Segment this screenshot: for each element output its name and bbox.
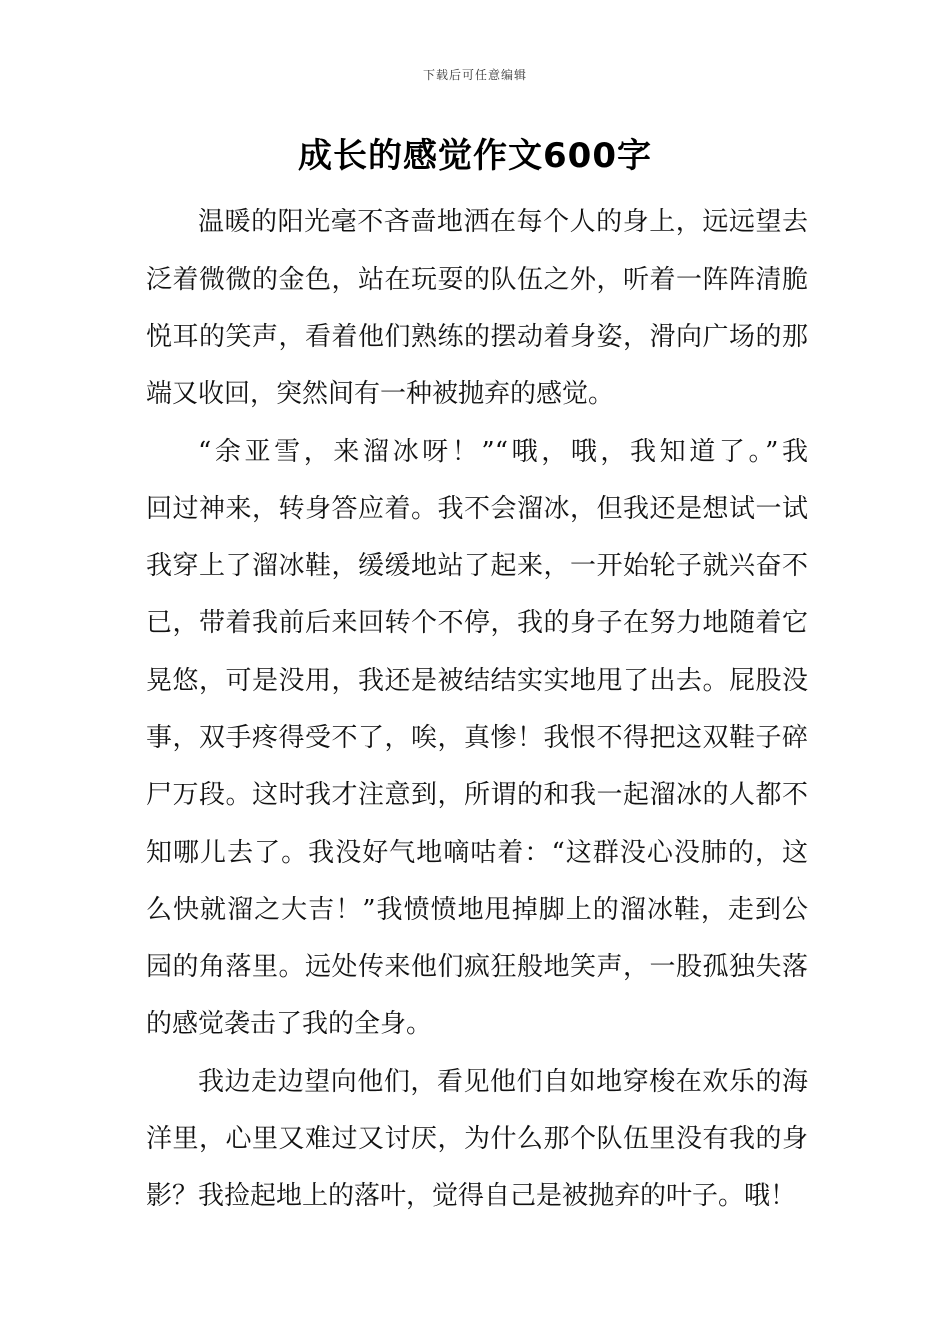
text-line: 尸万段。这时我才注意到，所谓的和我一起溜冰的人都不 — [146, 780, 808, 810]
page-title: 成长的感觉作文600字 — [298, 136, 652, 176]
text-line: 已，带着我前后来回转个不停，我的身子在努力地随着它 — [146, 608, 808, 638]
text-line: 温暖的阳光毫不吝啬地洒在每个人的身上，远远望去 — [198, 207, 808, 237]
text-line: “余亚雪，来溜冰呀！”“哦，哦，我知道了。”我 — [198, 437, 808, 467]
text-line: 园的角落里。远处传来他们疯狂般地笑声，一股孤独失落 — [146, 952, 808, 982]
text-line: 洋里，心里又难过又讨厌，为什么那个队伍里没有我的身 — [146, 1124, 808, 1154]
text-line: 事，双手疼得受不了，唉，真惨！我恨不得把这双鞋子碎 — [146, 723, 808, 753]
text-line: 端又收回，突然间有一种被抛弃的感觉。 — [146, 379, 615, 409]
text-line: 知哪儿去了。我没好气地嘀咕着：“这群没心没肺的，这 — [146, 838, 808, 868]
text-line: 悦耳的笑声，看着他们熟练的摆动着身姿，滑向广场的那 — [146, 322, 808, 352]
text-line: 回过神来，转身答应着。我不会溜冰，但我还是想试一试 — [146, 494, 808, 524]
text-line: 我穿上了溜冰鞋，缓缓地站了起来，一开始轮子就兴奋不 — [146, 551, 808, 581]
text-line: 我边走边望向他们，看见他们自如地穿梭在欢乐的海 — [198, 1067, 808, 1097]
text-line: 么快就溜之大吉！”我愤愤地甩掉脚上的溜冰鞋，走到公 — [146, 895, 808, 925]
header-note: 下载后可任意编辑 — [422, 68, 527, 82]
text-line: 的感觉袭击了我的全身。 — [146, 1009, 433, 1039]
text-line: 泛着微微的金色，站在玩耍的队伍之外，听着一阵阵清脆 — [146, 265, 808, 295]
text-line: 影？我捡起地上的落叶，觉得自己是被抛弃的叶子。哦！ — [146, 1181, 797, 1211]
text-line: 晃悠，可是没用，我还是被结结实实地甩了出去。屁股没 — [146, 666, 808, 696]
